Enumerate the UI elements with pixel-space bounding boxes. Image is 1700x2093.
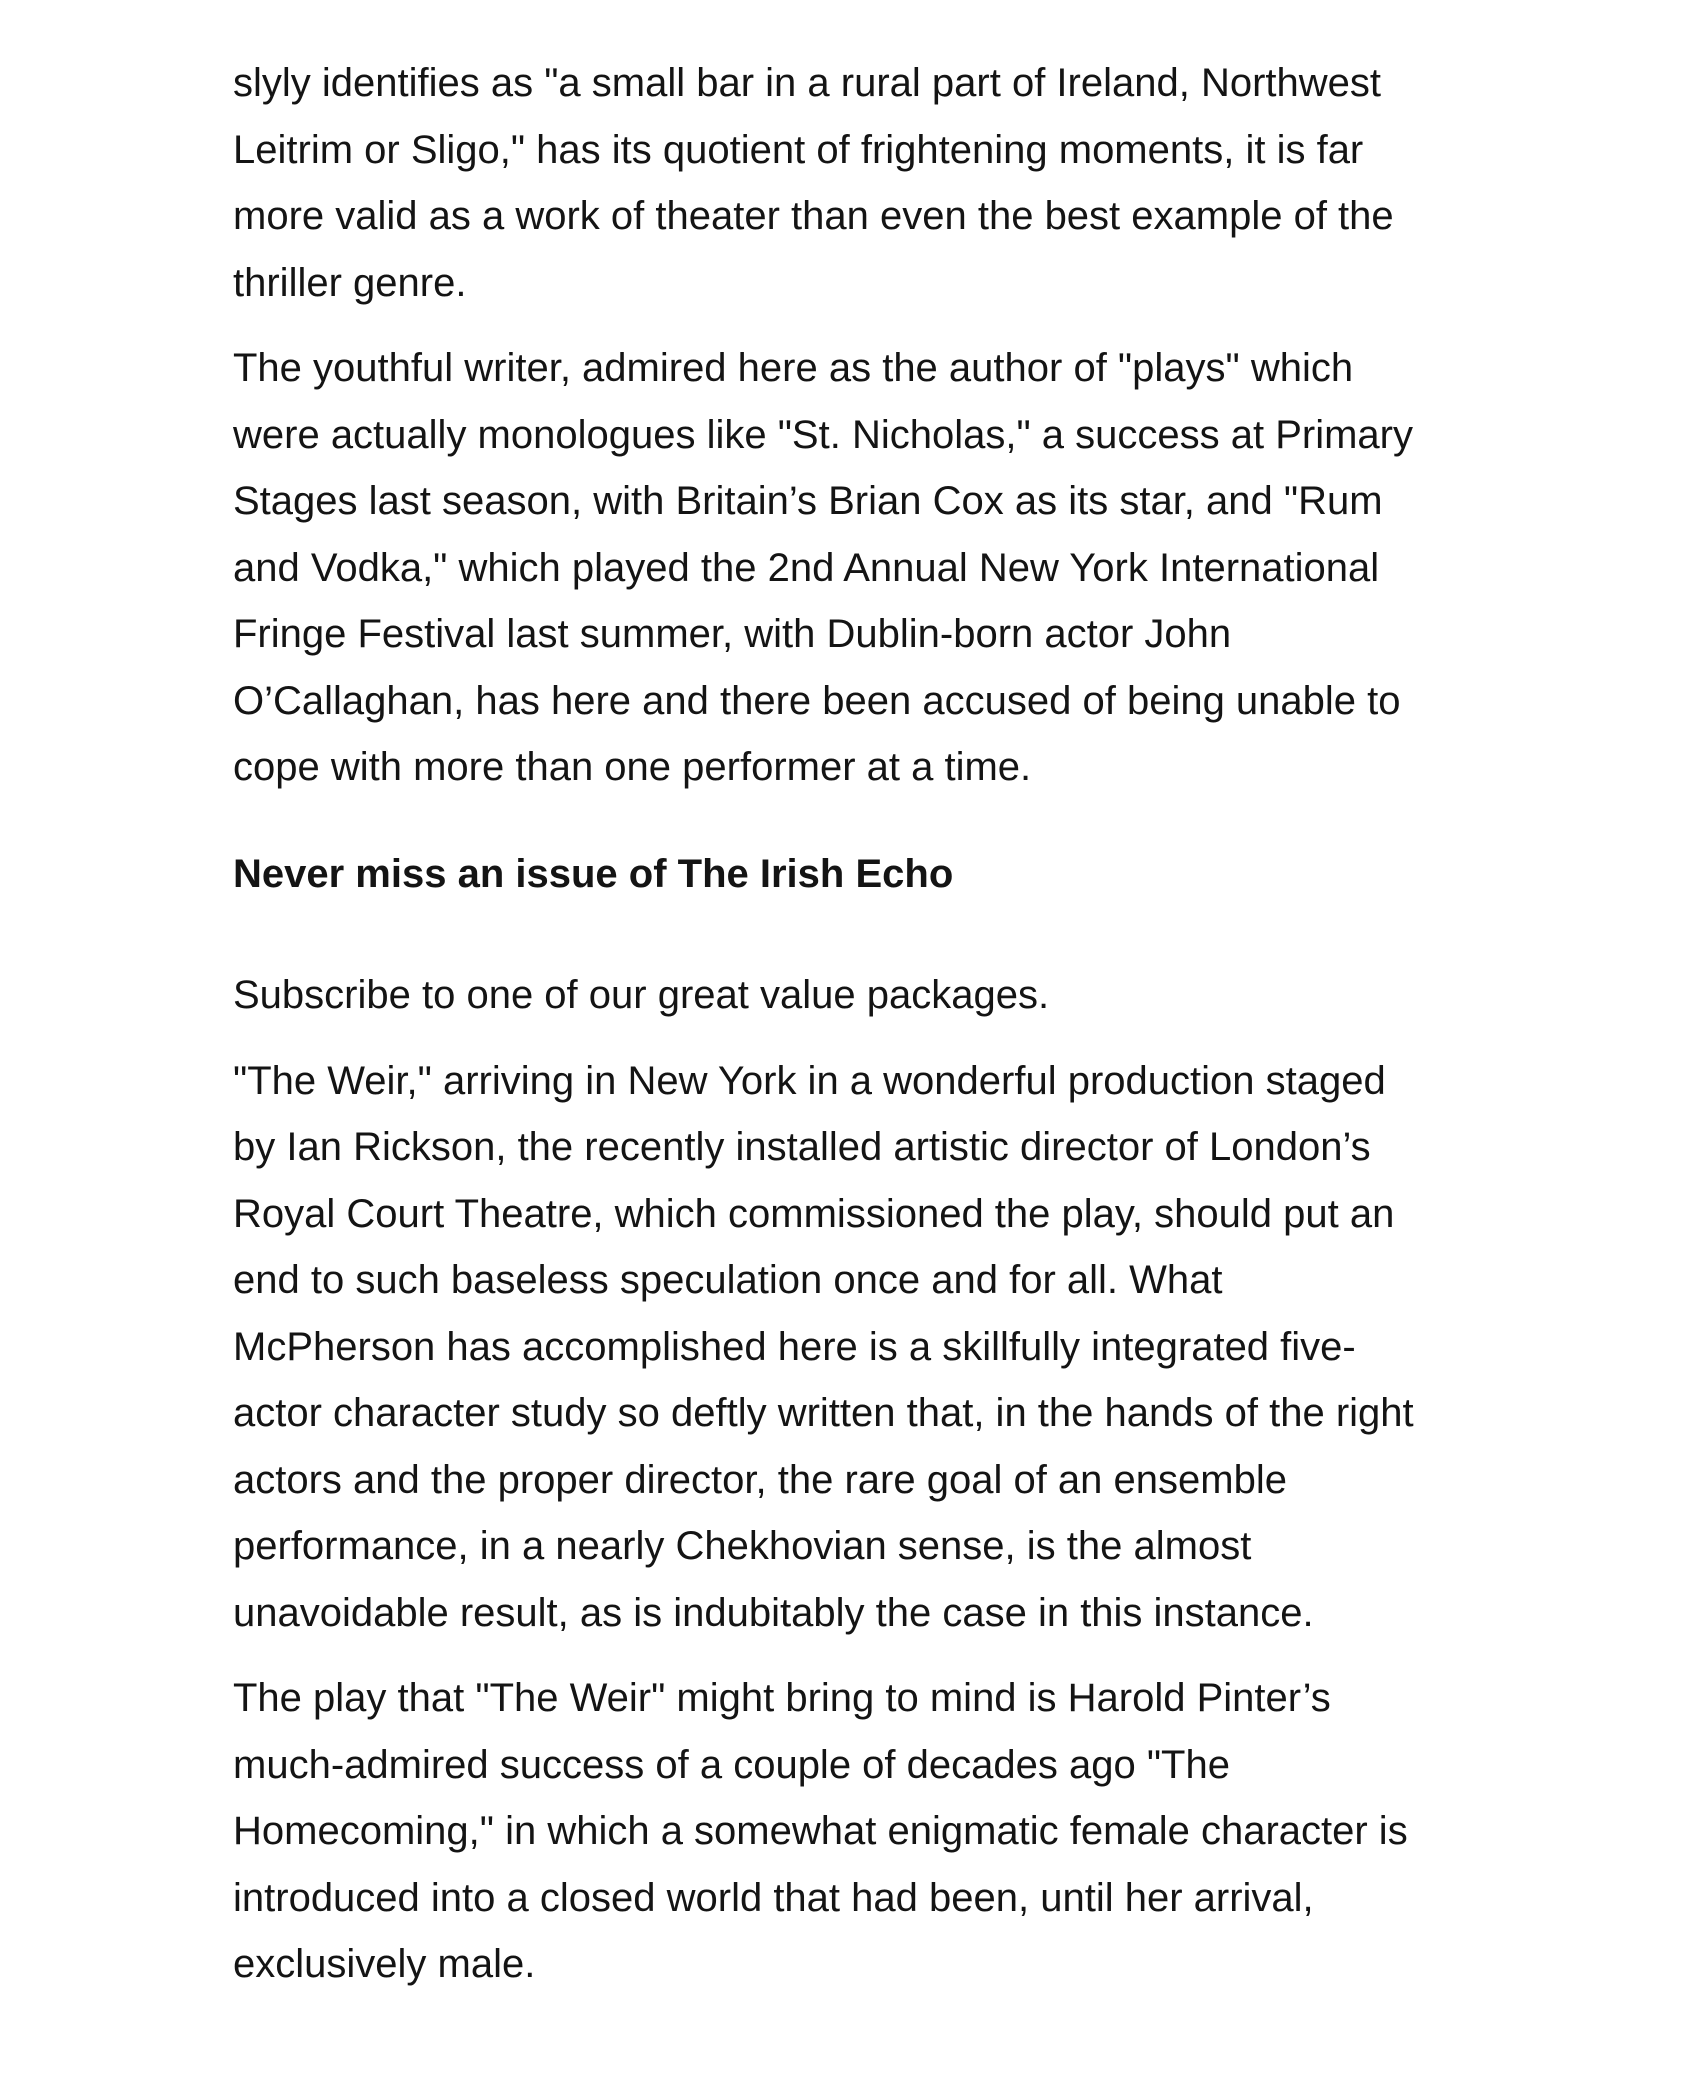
paragraph-4: [233, 1665, 1473, 1998]
text-line: The youthful writer, admired here as the author of "plays" which: [233, 346, 1354, 390]
text-line: performance, in a nearly Chekhovian sense, is the almost: [233, 1524, 1252, 1568]
text-line: O’Callaghan, has here and there been accused of being unable to: [233, 678, 1401, 723]
paragraph-2: [233, 335, 1473, 801]
paragraph-1: [233, 50, 1473, 316]
text-line: slyly identifies as "a small bar in a rural part of Ireland, Northwest: [233, 61, 1382, 105]
text-line: Homecoming," in which a somewhat enigmatic female character is: [233, 1809, 1408, 1853]
text-line: Fringe Festival last summer, with Dublin-born actor John: [233, 612, 1232, 656]
text-line: actor character study so deftly written that, in the hands of the right: [233, 1391, 1414, 1435]
text-line: more valid as a work of theater than even the best example of the: [233, 194, 1394, 238]
text-line: McPherson has accomplished here is a skillfully integrated five-: [233, 1324, 1356, 1369]
text-line: actors and the proper director, the rare goal of an ensemble: [233, 1457, 1287, 1502]
promo-heading: Never miss an issue of The Irish Echo: [233, 851, 954, 896]
text-line: unavoidable result, as is indubitably the case in this instance.: [233, 1590, 1314, 1635]
text-line: cope with more than one performer at a time.: [233, 745, 1032, 789]
paragraph-3: [233, 1048, 1473, 1647]
text-line: introduced into a closed world that had been, until her arrival,: [233, 1875, 1314, 1920]
text-line: Royal Court Theatre, which commissioned the play, should put an: [233, 1191, 1395, 1236]
text-line: Stages last season, with Britain’s Brian Cox as its star, and "Rum: [233, 479, 1383, 523]
text-line: Leitrim or Sligo," has its quotient of frightening moments, it is far: [233, 127, 1364, 172]
text-line: exclusively male.: [233, 1942, 536, 1986]
text-line: thriller genre.: [233, 260, 467, 305]
text-line: by Ian Rickson, the recently installed artistic director of London’s: [233, 1125, 1371, 1169]
text-line: end to such baseless speculation once and for all. What: [233, 1258, 1223, 1302]
subscribe-promo-text: Subscribe to one of our great value packages.: [233, 973, 1050, 1017]
article-body: [233, 50, 1473, 2017]
text-line: and Vodka," which played the 2nd Annual New York International: [233, 545, 1380, 590]
text-line: "The Weir," arriving in New York in a wonderful production staged: [233, 1058, 1386, 1103]
text-line: were actually monologues like "St. Nicholas," a success at Primary: [233, 412, 1413, 457]
text-line: The play that "The Weir" might bring to mind is Harold Pinter’s: [233, 1676, 1331, 1720]
text-line: much-admired success of a couple of decades ago "The: [233, 1742, 1230, 1787]
